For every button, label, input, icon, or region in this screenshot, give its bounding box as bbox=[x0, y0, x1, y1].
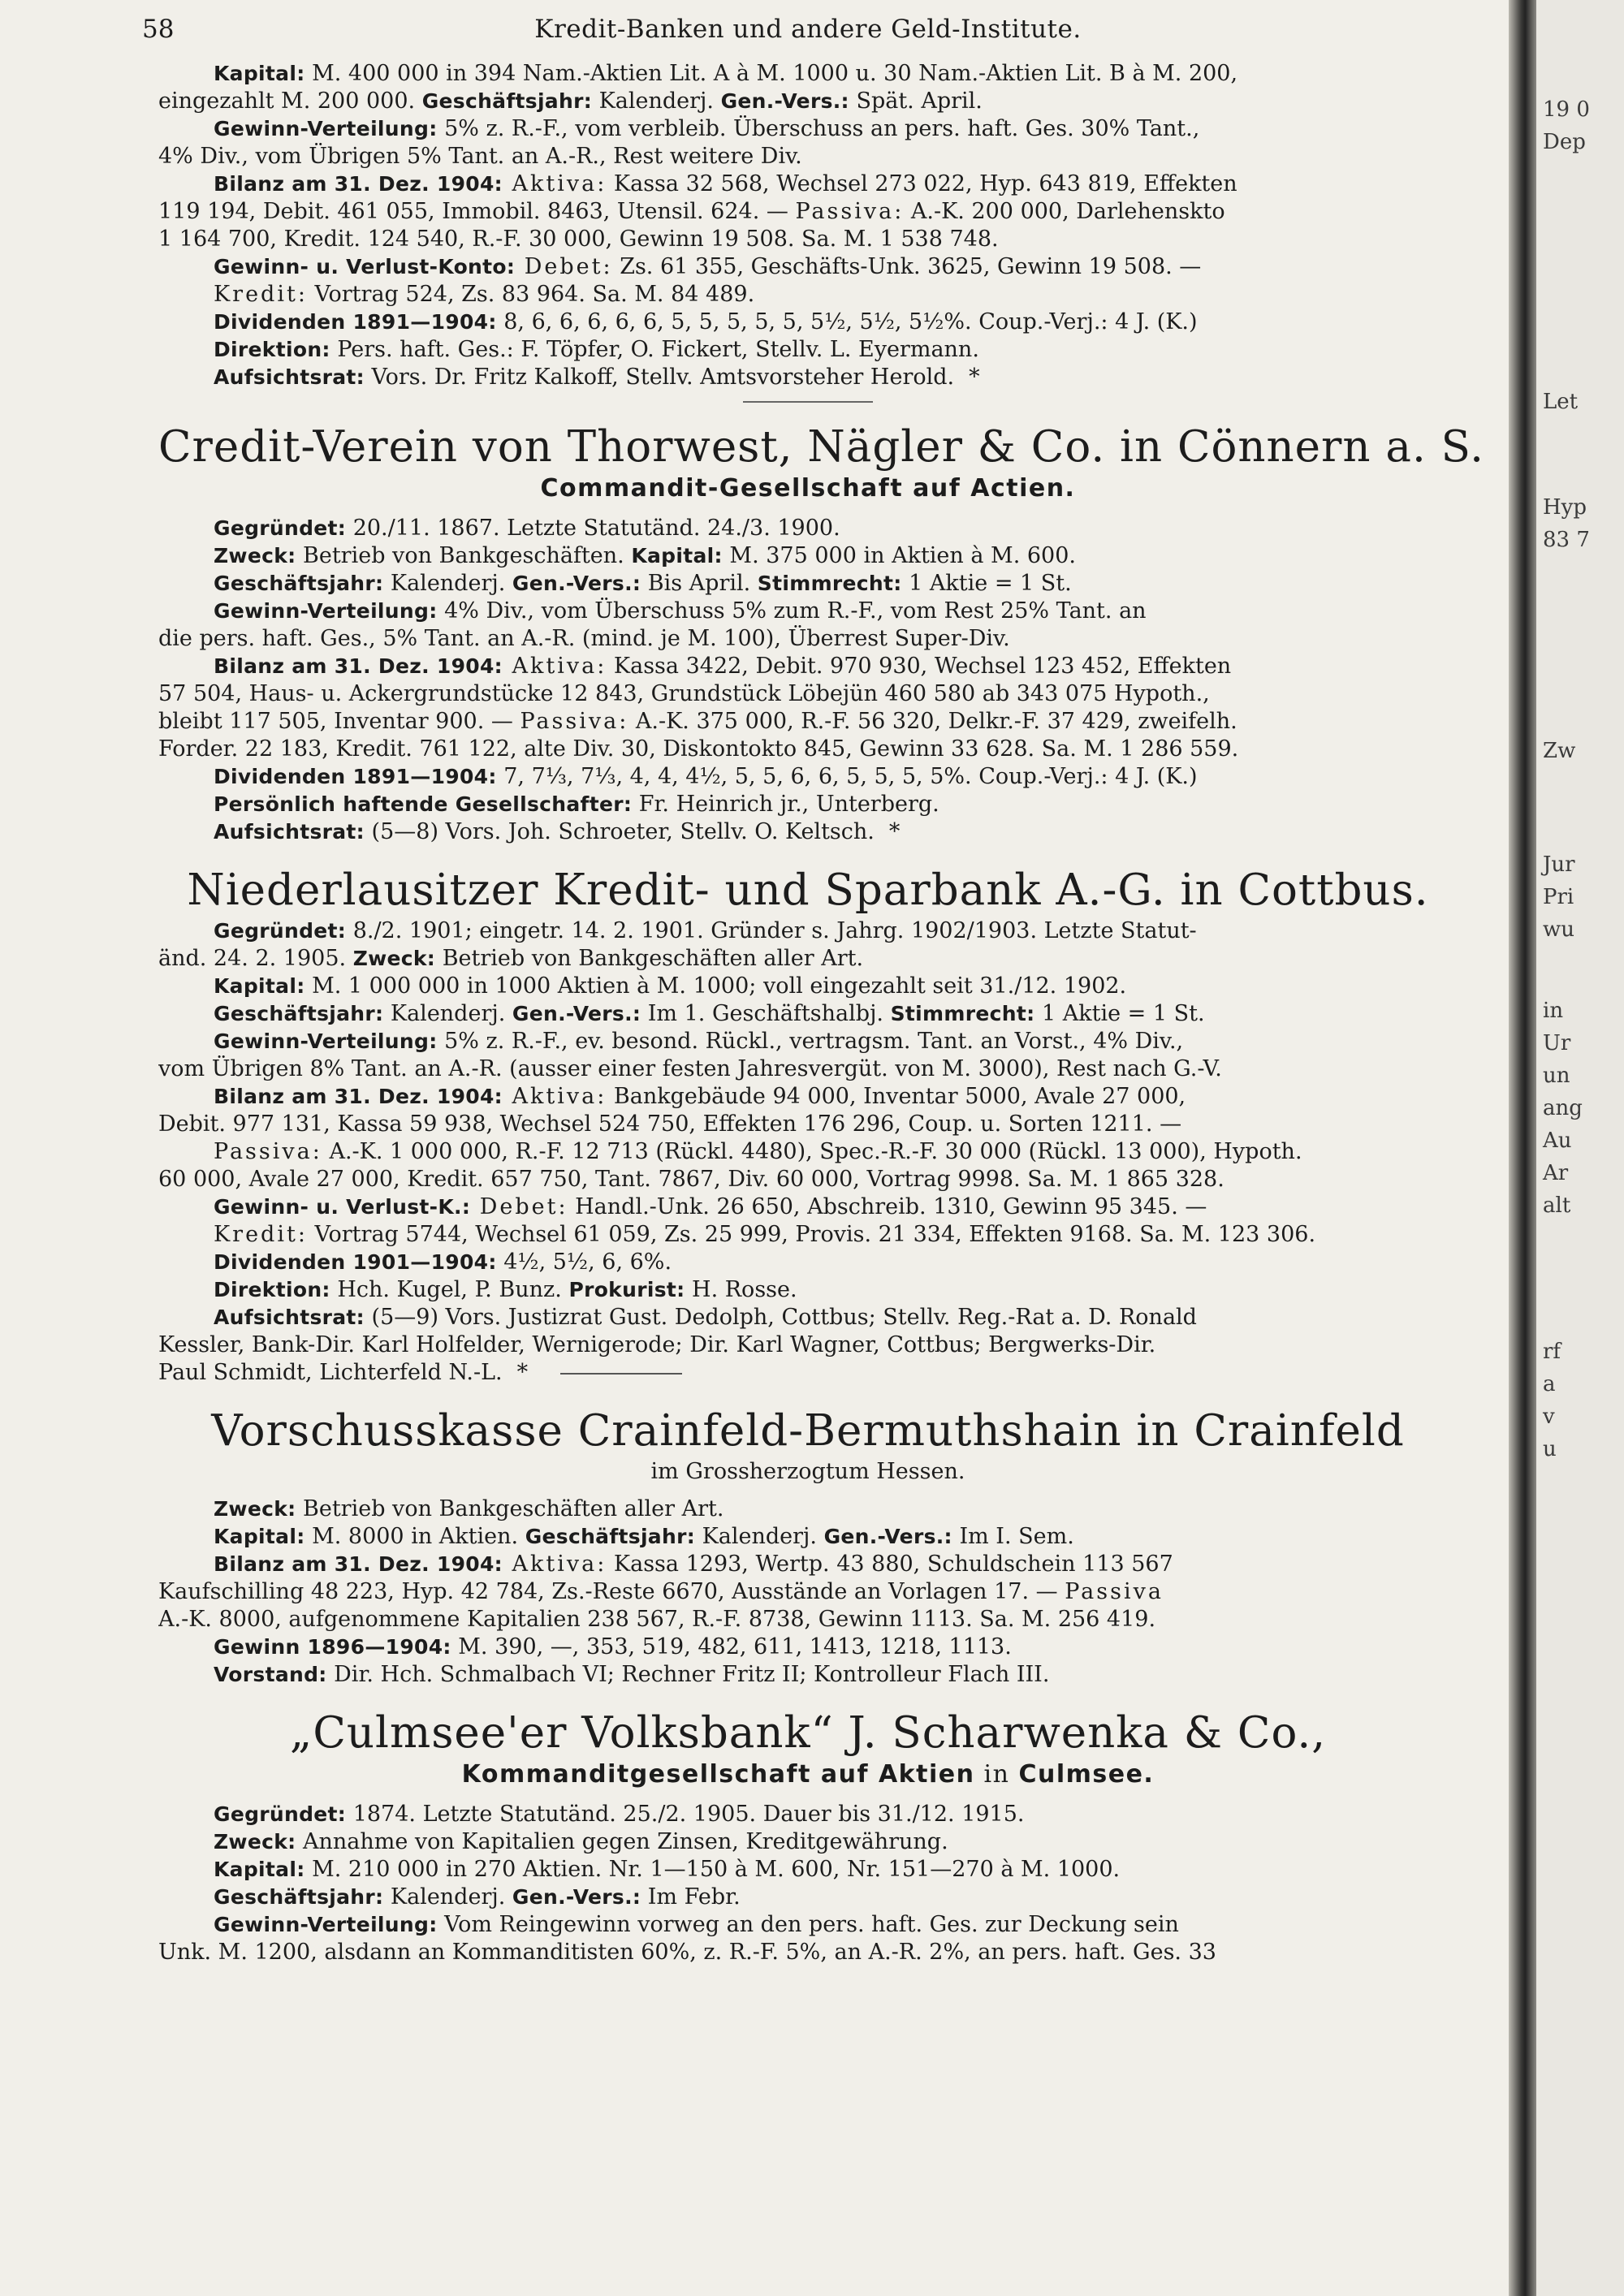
text-line bbox=[158, 653, 1458, 680]
facing-page-fragment: alt bbox=[1543, 1193, 1571, 1218]
text-line bbox=[158, 309, 1458, 336]
field-value: Kassa 3422, Debit. 970 930, Wechsel 123 452, Effekten bbox=[607, 654, 1232, 679]
field-value: Kassa 1293, Wertp. 43 880, Schuldschein 113 567 bbox=[607, 1552, 1173, 1577]
spaced-label: Passiva: bbox=[795, 199, 905, 224]
entry-title: Niederlausitzer Kredit- und Sparbank A.-G. in Cottbus. bbox=[187, 865, 1429, 915]
field-value: 5% z. R.-F., ev. besond. Rückl., vertragsm. Tant. an Vorst., 4% Div., bbox=[437, 1029, 1184, 1054]
field-label: Gegründet: bbox=[214, 1802, 347, 1826]
entry-title: Vorschusskasse Crainfeld-Bermuthshain in Crainfeld bbox=[211, 1406, 1405, 1456]
field-label: Bilanz am 31. Dez. 1904: bbox=[214, 1085, 503, 1108]
end-asterisk: * bbox=[969, 365, 980, 390]
field-value: Bankgebäude 94 000, Inventar 5000, Avale 27 000, bbox=[607, 1084, 1186, 1109]
field-value: Zs. 61 355, Geschäfts-Unk. 3625, Gewinn 19 508. — bbox=[612, 254, 1202, 279]
field-value: 1 Aktie = 1 St. bbox=[1034, 1001, 1205, 1026]
field-label: Zweck: bbox=[214, 544, 296, 568]
field-label: Geschäftsjahr: bbox=[214, 572, 384, 595]
facing-page-fragment: Zw bbox=[1543, 739, 1576, 763]
field-value: 1 Aktie = 1 St. bbox=[901, 571, 1072, 596]
field-label: Stimmrecht: bbox=[757, 572, 902, 595]
field-value: 5% z. R.-F., vom verbleib. Überschuss an pers. haft. Ges. 30% Tant., bbox=[437, 116, 1200, 141]
text-line bbox=[158, 1028, 1458, 1055]
text-line bbox=[158, 1495, 1458, 1523]
field-label: Gen.-Vers.: bbox=[512, 572, 641, 595]
text-line bbox=[158, 680, 1458, 708]
text-line bbox=[158, 625, 1458, 653]
subtitle-bold: Kommanditgesellschaft auf Aktien bbox=[461, 1760, 975, 1789]
facing-page-fragment: v bbox=[1543, 1405, 1555, 1429]
field-value: Vom Reingewinn vorweg an den pers. haft. Ges. zur Deckung sein bbox=[437, 1912, 1179, 1937]
text-line bbox=[158, 598, 1458, 625]
text-line bbox=[158, 1276, 1458, 1304]
text-line bbox=[158, 1551, 1458, 1578]
book-gutter bbox=[1509, 0, 1536, 2296]
field-label: Bilanz am 31. Dez. 1904: bbox=[214, 654, 503, 678]
field-value: M. 210 000 in 270 Aktien. Nr. 1—150 à M. 600, Nr. 151—270 à M. 1000. bbox=[304, 1857, 1121, 1882]
text-line bbox=[158, 1111, 1458, 1138]
field-value: H. Rosse. bbox=[685, 1277, 797, 1302]
field-value: Vortrag 524, Zs. 83 964. Sa. M. 84 489. bbox=[307, 282, 755, 307]
field-label: Gewinn- u. Verlust-Konto: bbox=[214, 255, 516, 278]
entry-title: „Culmsee'er Volksbank“ J. Scharwenka & Co., bbox=[289, 1708, 1327, 1758]
field-value: 8, 6, 6, 6, 6, 6, 5, 5, 5, 5, 5, 5½, 5½, 5½%. Coup.-Verj.: 4 J. (K.) bbox=[496, 309, 1198, 334]
facing-page-fragment: a bbox=[1543, 1372, 1556, 1396]
field-value: 20./11. 1867. Letzte Statutänd. 24./3. 1900. bbox=[346, 516, 840, 541]
spaced-label: Kredit: bbox=[214, 282, 308, 307]
field-value: A.-K. 8000, aufgenommene Kapitalien 238 567, R.-F. 8738, Gewinn 1113. Sa. M. 256 419. bbox=[158, 1607, 1156, 1632]
spaced-label: Debet: bbox=[470, 1194, 568, 1219]
text-line bbox=[158, 1856, 1458, 1884]
field-value: Kassa 32 568, Wechsel 273 022, Hyp. 643 819, Effekten bbox=[607, 171, 1237, 196]
entry-credit-verein bbox=[158, 421, 1484, 846]
text-line bbox=[158, 60, 1458, 88]
field-value: eingezahlt M. 200 000. bbox=[158, 88, 422, 114]
field-value: Forder. 22 183, Kredit. 761 122, alte Div. 30, Diskontokto 845, Gewinn 33 628. Sa. M. 1 286 559. bbox=[158, 736, 1239, 762]
field-label: Gen.-Vers.: bbox=[512, 1002, 641, 1025]
field-label: Gewinn- u. Verlust-K.: bbox=[214, 1195, 471, 1219]
field-value: Dir. Hch. Schmalbach VI; Rechner Fritz II; Kontrolleur Flach III. bbox=[326, 1662, 1050, 1687]
separator-rule bbox=[560, 1373, 682, 1375]
running-header bbox=[142, 15, 1458, 60]
text-line bbox=[158, 1138, 1458, 1166]
spaced-label: Passiva bbox=[1065, 1579, 1164, 1604]
facing-page-fragment: Pri bbox=[1543, 885, 1574, 909]
field-label: Dividenden 1891—1904: bbox=[214, 310, 497, 334]
entry-niederlausitzer-lines bbox=[158, 917, 1458, 1387]
running-title: Kredit-Banken und andere Geld-Institute. bbox=[534, 15, 1082, 44]
field-label: Geschäftsjahr: bbox=[525, 1525, 696, 1548]
field-value: Kalenderj. bbox=[592, 88, 721, 114]
field-value: Betrieb von Bankgeschäften aller Art. bbox=[435, 946, 864, 971]
field-value: Im I. Sem. bbox=[952, 1524, 1074, 1549]
text-line bbox=[158, 791, 1458, 818]
field-value: 4½, 5½, 6, 6%. bbox=[496, 1249, 672, 1275]
field-value: 60 000, Avale 27 000, Kredit. 657 750, Tant. 7867, Div. 60 000, Vortrag 9998. Sa. M. 1 865 328. bbox=[158, 1167, 1224, 1192]
text-line bbox=[158, 281, 1458, 309]
text-line bbox=[158, 170, 1458, 198]
field-label: Stimmrecht: bbox=[890, 1002, 1035, 1025]
entry-credit-verein-lines bbox=[158, 515, 1458, 846]
facing-page-fragment: un bbox=[1543, 1064, 1570, 1088]
spaced-label: Passiva: bbox=[520, 709, 629, 734]
text-line bbox=[158, 115, 1458, 143]
field-value: Bis April. bbox=[641, 571, 758, 596]
text-line bbox=[158, 1911, 1458, 1939]
entry-subtitle: im Grossherzogtum Hessen. bbox=[650, 1459, 965, 1484]
field-value: bleibt 117 505, Inventar 900. — bbox=[158, 709, 520, 734]
field-value: Kalenderj. bbox=[383, 1001, 512, 1026]
field-value: Fr. Heinrich jr., Unterberg. bbox=[632, 792, 939, 817]
field-label: Geschäftsjahr: bbox=[214, 1002, 384, 1025]
field-value: Kalenderj. bbox=[383, 1884, 512, 1910]
field-label: Aufsichtsrat: bbox=[214, 1306, 365, 1329]
text-line bbox=[158, 542, 1458, 570]
field-value: Kalenderj. bbox=[695, 1524, 824, 1549]
field-label: Gen.-Vers.: bbox=[823, 1525, 952, 1548]
field-label: Gewinn 1896—1904: bbox=[214, 1635, 451, 1659]
field-value: A.-K. 1 000 000, R.-F. 12 713 (Rückl. 4480), Spec.-R.-F. 30 000 (Rückl. 13 000), Hypoth. bbox=[322, 1139, 1302, 1164]
field-value: (5—8) Vors. Joh. Schroeter, Stellv. O. Keltsch. bbox=[364, 819, 875, 844]
subtitle-in: in bbox=[974, 1760, 1019, 1789]
text-line bbox=[158, 763, 1458, 791]
field-value: Kessler, Bank-Dir. Karl Holfelder, Wernigerode; Dir. Karl Wagner, Cottbus; Bergwerks-Dir. bbox=[158, 1332, 1156, 1357]
field-label: Bilanz am 31. Dez. 1904: bbox=[214, 172, 503, 196]
field-value: Pers. haft. Ges.: F. Töpfer, O. Fickert, Stellv. L. Eyermann. bbox=[330, 337, 979, 362]
text-line bbox=[158, 253, 1458, 281]
field-label: Zweck: bbox=[352, 947, 436, 970]
text-line bbox=[158, 1055, 1458, 1083]
field-value: änd. 24. 2. 1905. bbox=[158, 946, 353, 971]
text-line bbox=[158, 1331, 1458, 1359]
text-line bbox=[158, 973, 1458, 1000]
facing-page-fragment: rf bbox=[1543, 1340, 1561, 1364]
field-value: Handl.-Unk. 26 650, Abschreib. 1310, Gewinn 95 345. — bbox=[568, 1194, 1207, 1219]
field-label: Gen.-Vers.: bbox=[512, 1885, 641, 1909]
end-asterisk: * bbox=[516, 1360, 529, 1385]
text-line bbox=[158, 515, 1458, 542]
field-label: Prokurist: bbox=[568, 1278, 685, 1301]
field-value: Vors. Dr. Fritz Kalkoff, Stellv. Amtsvorsteher Herold. bbox=[364, 365, 955, 390]
page-content bbox=[142, 15, 1484, 1974]
entry-vorschusskasse-lines bbox=[158, 1495, 1458, 1689]
entry-subtitle bbox=[158, 1760, 1458, 1789]
field-label: Dividenden 1891—1904: bbox=[214, 765, 497, 788]
entry-subtitle: Commandit-Gesellschaft auf Actien. bbox=[540, 474, 1076, 503]
field-label: Zweck: bbox=[214, 1497, 296, 1521]
facing-page-fragment: u bbox=[1543, 1437, 1557, 1461]
field-value: A.-K. 375 000, R.-F. 56 320, Delkr.-F. 37 429, zweifelh. bbox=[628, 709, 1237, 734]
facing-page-fragment: Au bbox=[1543, 1129, 1572, 1153]
text-line bbox=[158, 1801, 1458, 1828]
page-number: 58 bbox=[142, 15, 175, 44]
entry-title: Credit-Verein von Thorwest, Nägler & Co. in Cönnern a. S. bbox=[158, 422, 1484, 472]
text-line bbox=[158, 1304, 1458, 1331]
field-label: Kapital: bbox=[214, 1858, 305, 1881]
facing-page-fragment: in bbox=[1543, 999, 1564, 1023]
text-line bbox=[158, 1523, 1458, 1551]
field-label: Aufsichtsrat: bbox=[214, 365, 365, 389]
field-value: 4% Div., vom Übrigen 5% Tant. an A.-R., Rest weitere Div. bbox=[158, 144, 802, 169]
facing-page-fragment: 19 0 bbox=[1543, 97, 1590, 122]
field-value: Kalenderj. bbox=[383, 571, 512, 596]
facing-page-fragment: 83 7 bbox=[1543, 528, 1590, 552]
end-asterisk: * bbox=[888, 819, 901, 844]
text-line bbox=[158, 1166, 1458, 1193]
text-line bbox=[158, 1083, 1458, 1111]
field-label: Direktion: bbox=[214, 338, 330, 361]
facing-page-fragment: Dep bbox=[1543, 130, 1586, 154]
text-line bbox=[158, 1359, 1458, 1387]
field-value: M. 400 000 in 394 Nam.-Aktien Lit. A à M. 1000 u. 30 Nam.-Aktien Lit. B à M. 200, bbox=[304, 61, 1238, 86]
field-value: Kaufschilling 48 223, Hyp. 42 784, Zs.-Reste 6670, Ausstände an Vorlagen 17. — bbox=[158, 1579, 1065, 1604]
facing-page-fragment: wu bbox=[1543, 917, 1574, 942]
entry-top bbox=[158, 60, 1458, 391]
spaced-label: Aktiva: bbox=[502, 171, 607, 196]
text-line bbox=[158, 1578, 1458, 1606]
field-value: 8./2. 1901; eingetr. 14. 2. 1901. Gründer s. Jahrg. 1902/1903. Letzte Statut- bbox=[346, 918, 1197, 943]
text-line bbox=[158, 1249, 1458, 1276]
field-value: (5—9) Vors. Justizrat Gust. Dedolph, Cottbus; Stellv. Reg.-Rat a. D. Ronald bbox=[364, 1305, 1197, 1330]
field-label: Gewinn-Verteilung: bbox=[214, 1913, 438, 1936]
field-label: Direktion: bbox=[214, 1278, 330, 1301]
field-value: Vortrag 5744, Wechsel 61 059, Zs. 25 999, Provis. 21 334, Effekten 9168. Sa. M. 123 306. bbox=[307, 1222, 1316, 1247]
field-value: Betrieb von Bankgeschäften. bbox=[296, 543, 632, 568]
separator-rule bbox=[743, 401, 873, 403]
text-line bbox=[158, 226, 1458, 253]
spaced-label: Aktiva: bbox=[502, 1084, 607, 1109]
field-value: M. 8000 in Aktien. bbox=[304, 1524, 525, 1549]
field-value: Hch. Kugel, P. Bunz. bbox=[330, 1277, 569, 1302]
field-value: 1 164 700, Kredit. 124 540, R.-F. 30 000, Gewinn 19 508. Sa. M. 1 538 748. bbox=[158, 227, 999, 252]
facing-page-fragment: Hyp bbox=[1543, 495, 1587, 520]
field-value: 4% Div., vom Überschuss 5% zum R.-F., vom Rest 25% Tant. an bbox=[437, 598, 1147, 624]
entry-culmsee-lines bbox=[158, 1801, 1458, 1966]
field-label: Aufsichtsrat: bbox=[214, 820, 365, 844]
field-label: Kapital: bbox=[214, 974, 305, 998]
spaced-label: Debet: bbox=[515, 254, 613, 279]
field-value: Paul Schmidt, Lichterfeld N.-L. bbox=[158, 1360, 503, 1385]
text-line bbox=[158, 336, 1458, 364]
field-value: 1874. Letzte Statutänd. 25./2. 1905. Dauer bis 31./12. 1915. bbox=[346, 1802, 1025, 1827]
text-line bbox=[158, 198, 1458, 226]
field-label: Zweck: bbox=[214, 1830, 296, 1854]
field-value: Annahme von Kapitalien gegen Zinsen, Kreditgewährung. bbox=[296, 1829, 948, 1854]
field-label: Dividenden 1901—1904: bbox=[214, 1250, 497, 1274]
spaced-label: Aktiva: bbox=[502, 654, 607, 679]
entry-niederlausitzer bbox=[158, 864, 1458, 1387]
field-value: Unk. M. 1200, alsdann an Kommanditisten 60%, z. R.-F. 5%, an A.-R. 2%, an pers. haft. Ges. 33 bbox=[158, 1940, 1216, 1965]
text-line bbox=[158, 818, 1458, 846]
text-line bbox=[158, 945, 1458, 973]
text-line bbox=[158, 1221, 1458, 1249]
facing-page-fragment: Let bbox=[1543, 390, 1579, 414]
field-label: Gegründet: bbox=[214, 919, 347, 943]
field-label: Gewinn-Verteilung: bbox=[214, 117, 438, 140]
field-label: Gewinn-Verteilung: bbox=[214, 599, 438, 623]
text-line bbox=[158, 88, 1458, 115]
field-label: Geschäftsjahr: bbox=[421, 89, 593, 113]
field-value: die pers. haft. Ges., 5% Tant. an A.-R. (mind. je M. 100), Überrest Super-Div. bbox=[158, 626, 1010, 651]
field-label: Geschäftsjahr: bbox=[214, 1885, 384, 1909]
text-line bbox=[158, 708, 1458, 736]
entry-top-lines bbox=[158, 60, 1458, 391]
field-label: Kapital: bbox=[214, 1525, 305, 1548]
field-value: A.-K. 200 000, Darlehenskto bbox=[904, 199, 1225, 224]
subtitle-place: Culmsee. bbox=[1018, 1760, 1155, 1789]
field-label: Bilanz am 31. Dez. 1904: bbox=[214, 1552, 503, 1576]
text-line bbox=[158, 1606, 1458, 1634]
field-label: Kapital: bbox=[214, 62, 305, 85]
text-line bbox=[158, 1828, 1458, 1856]
spaced-label: Passiva: bbox=[214, 1139, 322, 1164]
field-value: M. 1 000 000 in 1000 Aktien à M. 1000; voll eingezahlt seit 31./12. 1902. bbox=[304, 973, 1127, 999]
field-value: Spät. April. bbox=[849, 88, 983, 114]
spaced-label: Kredit: bbox=[214, 1222, 308, 1247]
field-value: M. 390, —, 353, 519, 482, 611, 1413, 1218, 1113. bbox=[451, 1634, 1012, 1659]
field-value: 7, 7⅓, 7⅓, 4, 4, 4½, 5, 5, 6, 6, 5, 5, 5, 5%. Coup.-Verj.: 4 J. (K.) bbox=[496, 764, 1198, 789]
field-value: Im 1. Geschäftshalbj. bbox=[641, 1001, 891, 1026]
field-value: 57 504, Haus- u. Ackergrundstücke 12 843, Grundstück Löbejün 460 580 ab 343 075 Hypoth., bbox=[158, 681, 1210, 706]
field-label: Persönlich haftende Gesellschafter: bbox=[214, 792, 633, 816]
entry-culmsee bbox=[158, 1707, 1458, 1966]
text-line bbox=[158, 736, 1458, 763]
field-label: Gegründet: bbox=[214, 516, 347, 540]
text-line bbox=[158, 1000, 1458, 1028]
facing-page-edge bbox=[1536, 0, 1624, 2296]
text-line bbox=[158, 570, 1458, 598]
field-value: Betrieb von Bankgeschäften aller Art. bbox=[296, 1496, 724, 1521]
spaced-label: Aktiva: bbox=[502, 1552, 607, 1577]
facing-page-fragment: ang bbox=[1543, 1096, 1583, 1120]
field-value: Debit. 977 131, Kassa 59 938, Wechsel 524 750, Effekten 176 296, Coup. u. Sorten 1211. — bbox=[158, 1111, 1182, 1137]
text-line bbox=[158, 364, 1458, 391]
field-value: Im Febr. bbox=[641, 1884, 741, 1910]
field-value: 119 194, Debit. 461 055, Immobil. 8463, Utensil. 624. — bbox=[158, 199, 796, 224]
text-line bbox=[158, 143, 1458, 170]
field-label: Gewinn-Verteilung: bbox=[214, 1029, 438, 1053]
text-line bbox=[158, 917, 1458, 945]
field-label: Gen.-Vers.: bbox=[720, 89, 849, 113]
field-label: Vorstand: bbox=[214, 1663, 327, 1686]
field-label: Kapital: bbox=[631, 544, 723, 568]
facing-page-fragment: Jur bbox=[1543, 852, 1575, 877]
field-value: M. 375 000 in Aktien à M. 600. bbox=[722, 543, 1076, 568]
field-value: vom Übrigen 8% Tant. an A.-R. (ausser einer festen Jahresvergüt. von M. 3000), Rest nach G.-V. bbox=[158, 1056, 1222, 1081]
entry-vorschusskasse bbox=[158, 1405, 1458, 1689]
text-line bbox=[158, 1193, 1458, 1221]
facing-page-fragment: Ar bbox=[1543, 1161, 1569, 1185]
facing-page-fragment: Ur bbox=[1543, 1031, 1571, 1055]
text-line bbox=[158, 1939, 1458, 1966]
text-line bbox=[158, 1661, 1458, 1689]
text-line bbox=[158, 1884, 1458, 1911]
text-line bbox=[158, 1634, 1458, 1661]
